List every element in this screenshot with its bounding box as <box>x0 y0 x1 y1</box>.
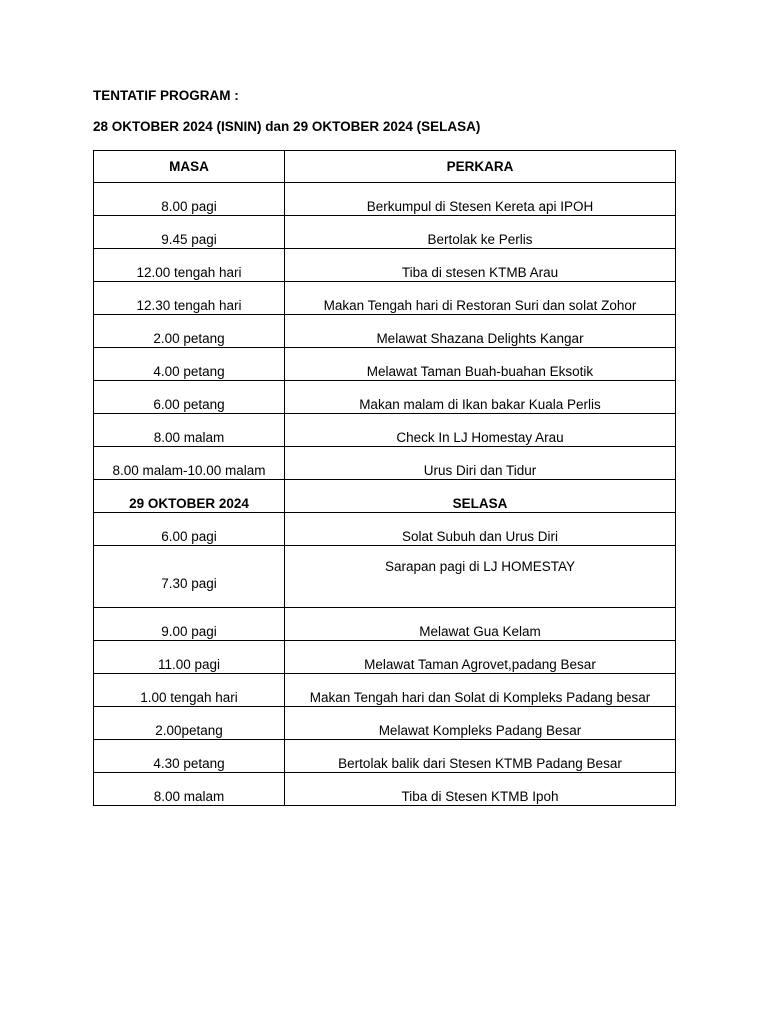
cell-masa: 6.00 petang <box>94 381 285 414</box>
table-header-row <box>94 151 676 183</box>
cell-masa: 9.00 pagi <box>94 608 285 641</box>
cell-masa: 2.00 petang <box>94 315 285 348</box>
table-row <box>94 282 676 315</box>
cell-masa: 12.30 tengah hari <box>94 282 285 315</box>
cell-perkara: Sarapan pagi di LJ HOMESTAY <box>285 546 676 608</box>
cell-perkara: Tiba di Stesen KTMB Ipoh <box>285 773 676 806</box>
cell-masa: 8.00 malam-10.00 malam <box>94 447 285 480</box>
day2-weekday: SELASA <box>285 480 676 513</box>
table-row <box>94 608 676 641</box>
program-title: TENTATIF PROGRAM : <box>93 88 239 103</box>
cell-masa: 8.00 pagi <box>94 183 285 216</box>
table-row <box>94 249 676 282</box>
cell-perkara: Urus Diri dan Tidur <box>285 447 676 480</box>
cell-masa: 7.30 pagi <box>94 546 285 608</box>
cell-masa: 8.00 malam <box>94 773 285 806</box>
cell-masa: 6.00 pagi <box>94 513 285 546</box>
schedule-table <box>93 150 676 806</box>
table-row <box>94 447 676 480</box>
cell-perkara: Bertolak balik dari Stesen KTMB Padang Besar <box>285 740 676 773</box>
cell-perkara: Melawat Taman Buah-buahan Eksotik <box>285 348 676 381</box>
table-row <box>94 414 676 447</box>
cell-perkara: Makan Tengah hari di Restoran Suri dan solat Zohor <box>285 282 676 315</box>
table-row <box>94 513 676 546</box>
cell-perkara: Check In LJ Homestay Arau <box>285 414 676 447</box>
table-row <box>94 216 676 249</box>
cell-perkara: Melawat Gua Kelam <box>285 608 676 641</box>
day2-date: 29 OKTOBER 2024 <box>94 480 285 513</box>
cell-masa: 11.00 pagi <box>94 641 285 674</box>
program-dates: 28 OKTOBER 2024 (ISNIN) dan 29 OKTOBER 2024 (SELASA) <box>93 119 481 134</box>
cell-perkara: Makan malam di Ikan bakar Kuala Perlis <box>285 381 676 414</box>
header-perkara: PERKARA <box>285 151 676 183</box>
cell-perkara: Bertolak ke Perlis <box>285 216 676 249</box>
table-row <box>94 641 676 674</box>
cell-perkara: Melawat Taman Agrovet,padang Besar <box>285 641 676 674</box>
table-row <box>94 740 676 773</box>
cell-perkara: Tiba di stesen KTMB Arau <box>285 249 676 282</box>
cell-perkara: Melawat Kompleks Padang Besar <box>285 707 676 740</box>
cell-masa: 9.45 pagi <box>94 216 285 249</box>
header-masa: MASA <box>94 151 285 183</box>
table-row <box>94 348 676 381</box>
cell-perkara: Berkumpul di Stesen Kereta api IPOH <box>285 183 676 216</box>
table-row <box>94 381 676 414</box>
table-row <box>94 183 676 216</box>
cell-perkara: Makan Tengah hari dan Solat di Kompleks Padang besar <box>285 674 676 707</box>
table-row <box>94 773 676 806</box>
cell-masa: 4.00 petang <box>94 348 285 381</box>
cell-masa: 12.00 tengah hari <box>94 249 285 282</box>
cell-masa: 2.00petang <box>94 707 285 740</box>
table-row <box>94 707 676 740</box>
cell-perkara: Melawat Shazana Delights Kangar <box>285 315 676 348</box>
day2-header-row <box>94 480 676 513</box>
table-row <box>94 546 676 608</box>
cell-perkara: Solat Subuh dan Urus Diri <box>285 513 676 546</box>
cell-masa: 4.30 petang <box>94 740 285 773</box>
cell-masa: 1.00 tengah hari <box>94 674 285 707</box>
table-row <box>94 674 676 707</box>
cell-masa: 8.00 malam <box>94 414 285 447</box>
table-row <box>94 315 676 348</box>
